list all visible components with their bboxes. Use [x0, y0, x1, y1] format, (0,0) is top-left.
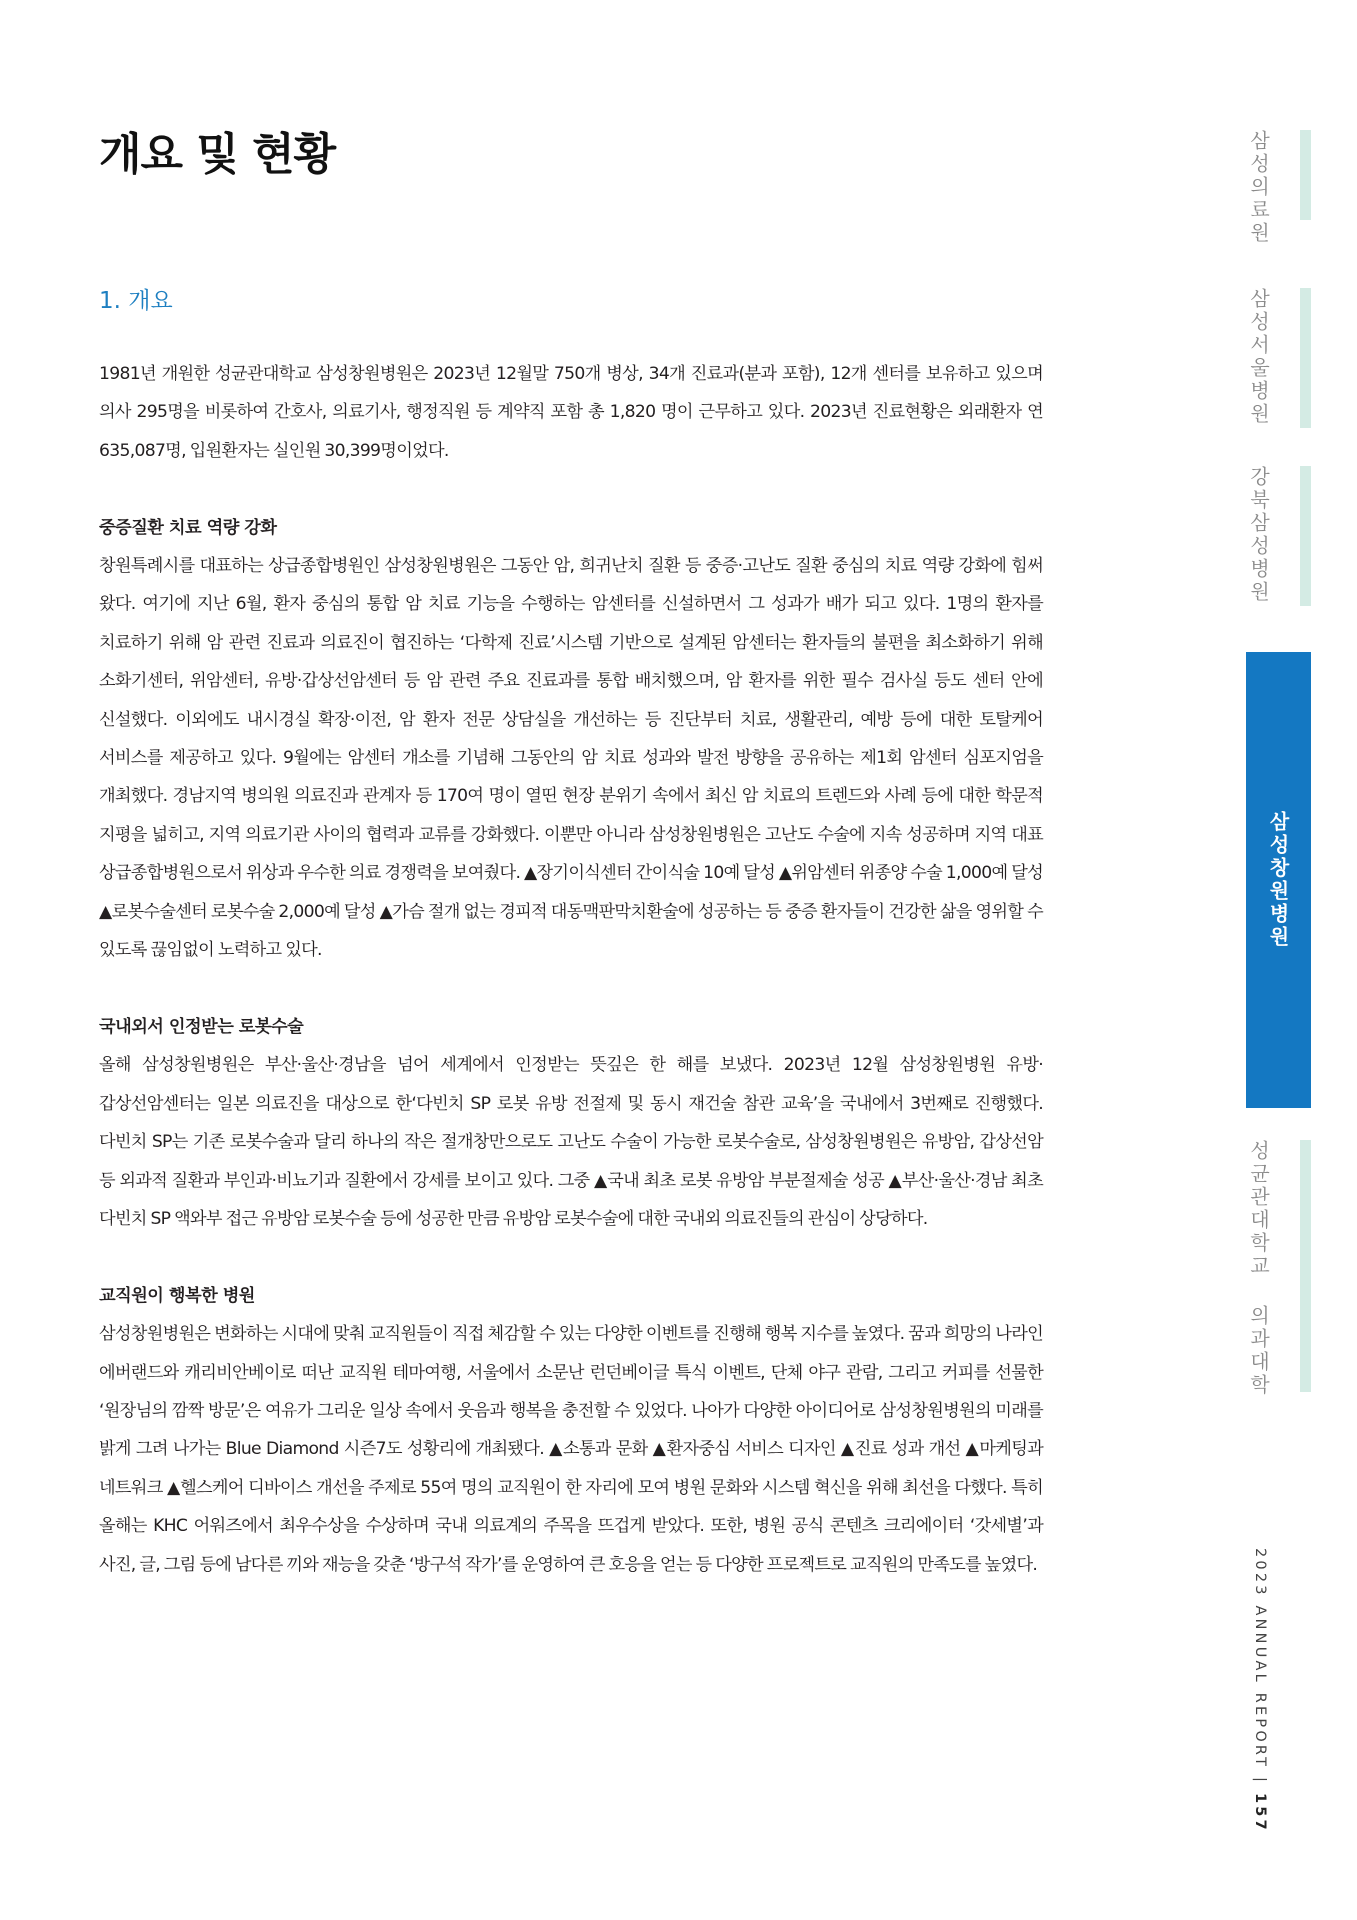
intro-paragraph: 1981년 개원한 성균관대학교 삼성창원병원은 2023년 12월말 750개 병상, 34개 진료과(분과 포함), 12개 센터를 보유하고 있으며 의사 295명을 비롯하여 간호사, 의료기사, 행정직원 등 계약직 포함 총 1,820 명이 근무하고 있다. 2023년 진료현황은 외래환자 연 635,087명, 입원환자는 실인원 30,399명이었다.	[99, 364, 1043, 461]
subsection-body-staff: 삼성창원병원은 변화하는 시대에 맞춰 교직원들이 직접 체감할 수 있는 다양한 이벤트를 진행해 행복 지수를 높였다. 꿈과 희망의 나라인 에버랜드와 캐리비안베이로 떠난 교직원 테마여행, 서울에서 소문난 런던베이글 특식 이벤트, 단체 야구 관람, 그리고 커피를 선물한 ‘원장님의 깜짝 방문’은 여유가 그리운 일상 속에서 웃음과 행복을 충전할 수 있었다. 나아가 다양한 아이디어로 삼성창원병원의 미래를 밝게 그려 나가는 Blue Diamond 시즌7도 성황리에 개최됐다. ▲소통과 문화 ▲환자중심 서비스 디자인 ▲진료 성과 개선 ▲마케팅과 네트워크 ▲헬스케어 디바이스 개선을 주제로 55여 명의 교직원이 한 자리에 모여 병원 문화와 시스템 혁신을 위해 최선을 다했다. 특히 올해는 KHC 어워즈에서 최우수상을 수상하며 국내 의료계의 주목을 뜨겁게 받았다. 또한, 병원 공식 콘텐츠 크리에이터 ‘갓세별’과 사진, 글, 그림 등에 남다른 끼와 재능을 갖춘 ‘방구석 작가’를 운영하여 큰 호응을 얻는 등 다양한 프로젝트로 교직원의 만족도를 높였다.	[99, 1324, 1043, 1575]
footer-separator: |	[1252, 1777, 1268, 1786]
tab-label-samsung-changwon: 삼성창원병원	[1266, 811, 1290, 949]
tab-kangbuk-samsung[interactable]	[1237, 466, 1281, 604]
tab-skku-medicine[interactable]	[1237, 1140, 1281, 1397]
page-number: 157	[1252, 1792, 1268, 1833]
tab-samsung-changwon[interactable]	[1246, 652, 1311, 1108]
report-label: 2023 ANNUAL REPORT	[1252, 1548, 1268, 1770]
tab-label-kangbuk-samsung: 강북삼성병원	[1246, 466, 1271, 604]
subsection-heading-robot: 국내외서 인정받는 로봇수술	[99, 1016, 304, 1037]
tab-label-samsung-seoul: 삼성서울병원	[1246, 288, 1271, 426]
subsection-heading-cancer: 중증질환 치료 역량 강화	[99, 517, 277, 538]
subsection-heading-staff: 교직원이 행복한 병원	[99, 1285, 255, 1306]
main-content	[99, 355, 1043, 1584]
tab-label-skku-medicine: 성균관대학교 의과대학	[1246, 1140, 1271, 1397]
annual-report-footer	[1240, 1548, 1280, 1833]
tab-bar-skku-medicine	[1300, 1140, 1311, 1392]
section-heading: 1. 개요	[99, 288, 173, 314]
subsection-body-robot: 올해 삼성창원병원은 부산·울산·경남을 넘어 세계에서 인정받는 뜻깊은 한 해를 보냈다. 2023년 12월 삼성창원병원 유방·갑상선암센터는 일본 의료진을 대상으로 한‘다빈치 SP 로봇 유방 전절제 및 동시 재건술 참관 교육’을 국내에서 3번째로 진행했다. 다빈치 SP는 기존 로봇수술과 달리 하나의 작은 절개창만으로도 고난도 수술이 가능한 로봇수술로, 삼성창원병원은 유방암, 갑상선암 등 외과적 질환과 부인과·비뇨기과 질환에서 강세를 보이고 있다. 그중 ▲국내 최초 로봇 유방암 부분절제술 성공 ▲부산·울산·경남 최초 다빈치 SP 액와부 접근 유방암 로봇수술 등에 성공한 만큼 유방암 로봇수술에 대한 국내외 의료진들의 관심이 상당하다.	[99, 1055, 1043, 1229]
tab-samsung-medical[interactable]	[1237, 130, 1281, 245]
tab-bar-kangbuk-samsung	[1300, 466, 1311, 606]
tab-bar-samsung-medical	[1300, 130, 1311, 220]
tab-bar-samsung-seoul	[1300, 288, 1311, 428]
tab-samsung-seoul[interactable]	[1237, 288, 1281, 426]
page-title: 개요 및 현황	[99, 129, 336, 180]
footer-text	[1252, 1548, 1268, 1833]
subsection-body-cancer: 창원특례시를 대표하는 상급종합병원인 삼성창원병원은 그동안 암, 희귀난치 질환 등 중증·고난도 질환 중심의 치료 역량 강화에 힘써 왔다. 여기에 지난 6월, 환자 중심의 통합 암 치료 기능을 수행하는 암센터를 신설하면서 그 성과가 배가 되고 있다. 1명의 환자를 치료하기 위해 암 관련 진료과 의료진이 협진하는 ‘다학제 진료’시스템 기반으로 설계된 암센터는 환자들의 불편을 최소화하기 위해 소화기센터, 위암센터, 유방·갑상선암센터 등 암 관련 주요 진료과를 통합 배치했으며, 암 환자를 위한 필수 검사실 등도 센터 안에 신설했다. 이외에도 내시경실 확장·이전, 암 환자 전문 상담실을 개선하는 등 진단부터 치료, 생활관리, 예방 등에 대한 토탈케어 서비스를 제공하고 있다. 9월에는 암센터 개소를 기념해 그동안의 암 치료 성과와 발전 방향을 공유하는 제1회 암센터 심포지엄을 개최했다. 경남지역 병의원 의료진과 관계자 등 170여 명이 열띤 현장 분위기 속에서 최신 암 치료의 트렌드와 사례 등에 대한 학문적 지평을 넓히고, 지역 의료기관 사이의 협력과 교류를 강화했다. 이뿐만 아니라 삼성창원병원은 고난도 수술에 지속 성공하며 지역 대표 상급종합병원으로서 위상과 우수한 의료 경쟁력을 보여줬다. ▲장기이식센터 간이식술 10예 달성 ▲위암센터 위종양 수술 1,000예 달성 ▲로봇수술센터 로봇수술 2,000예 달성 ▲가슴 절개 없는 경피적 대동맥판막치환술에 성공하는 등 중증 환자들이 건강한 삶을 영위할 수 있도록 끊임없이 노력하고 있다.	[99, 556, 1043, 961]
tab-label-samsung-medical: 삼성의료원	[1246, 130, 1271, 245]
